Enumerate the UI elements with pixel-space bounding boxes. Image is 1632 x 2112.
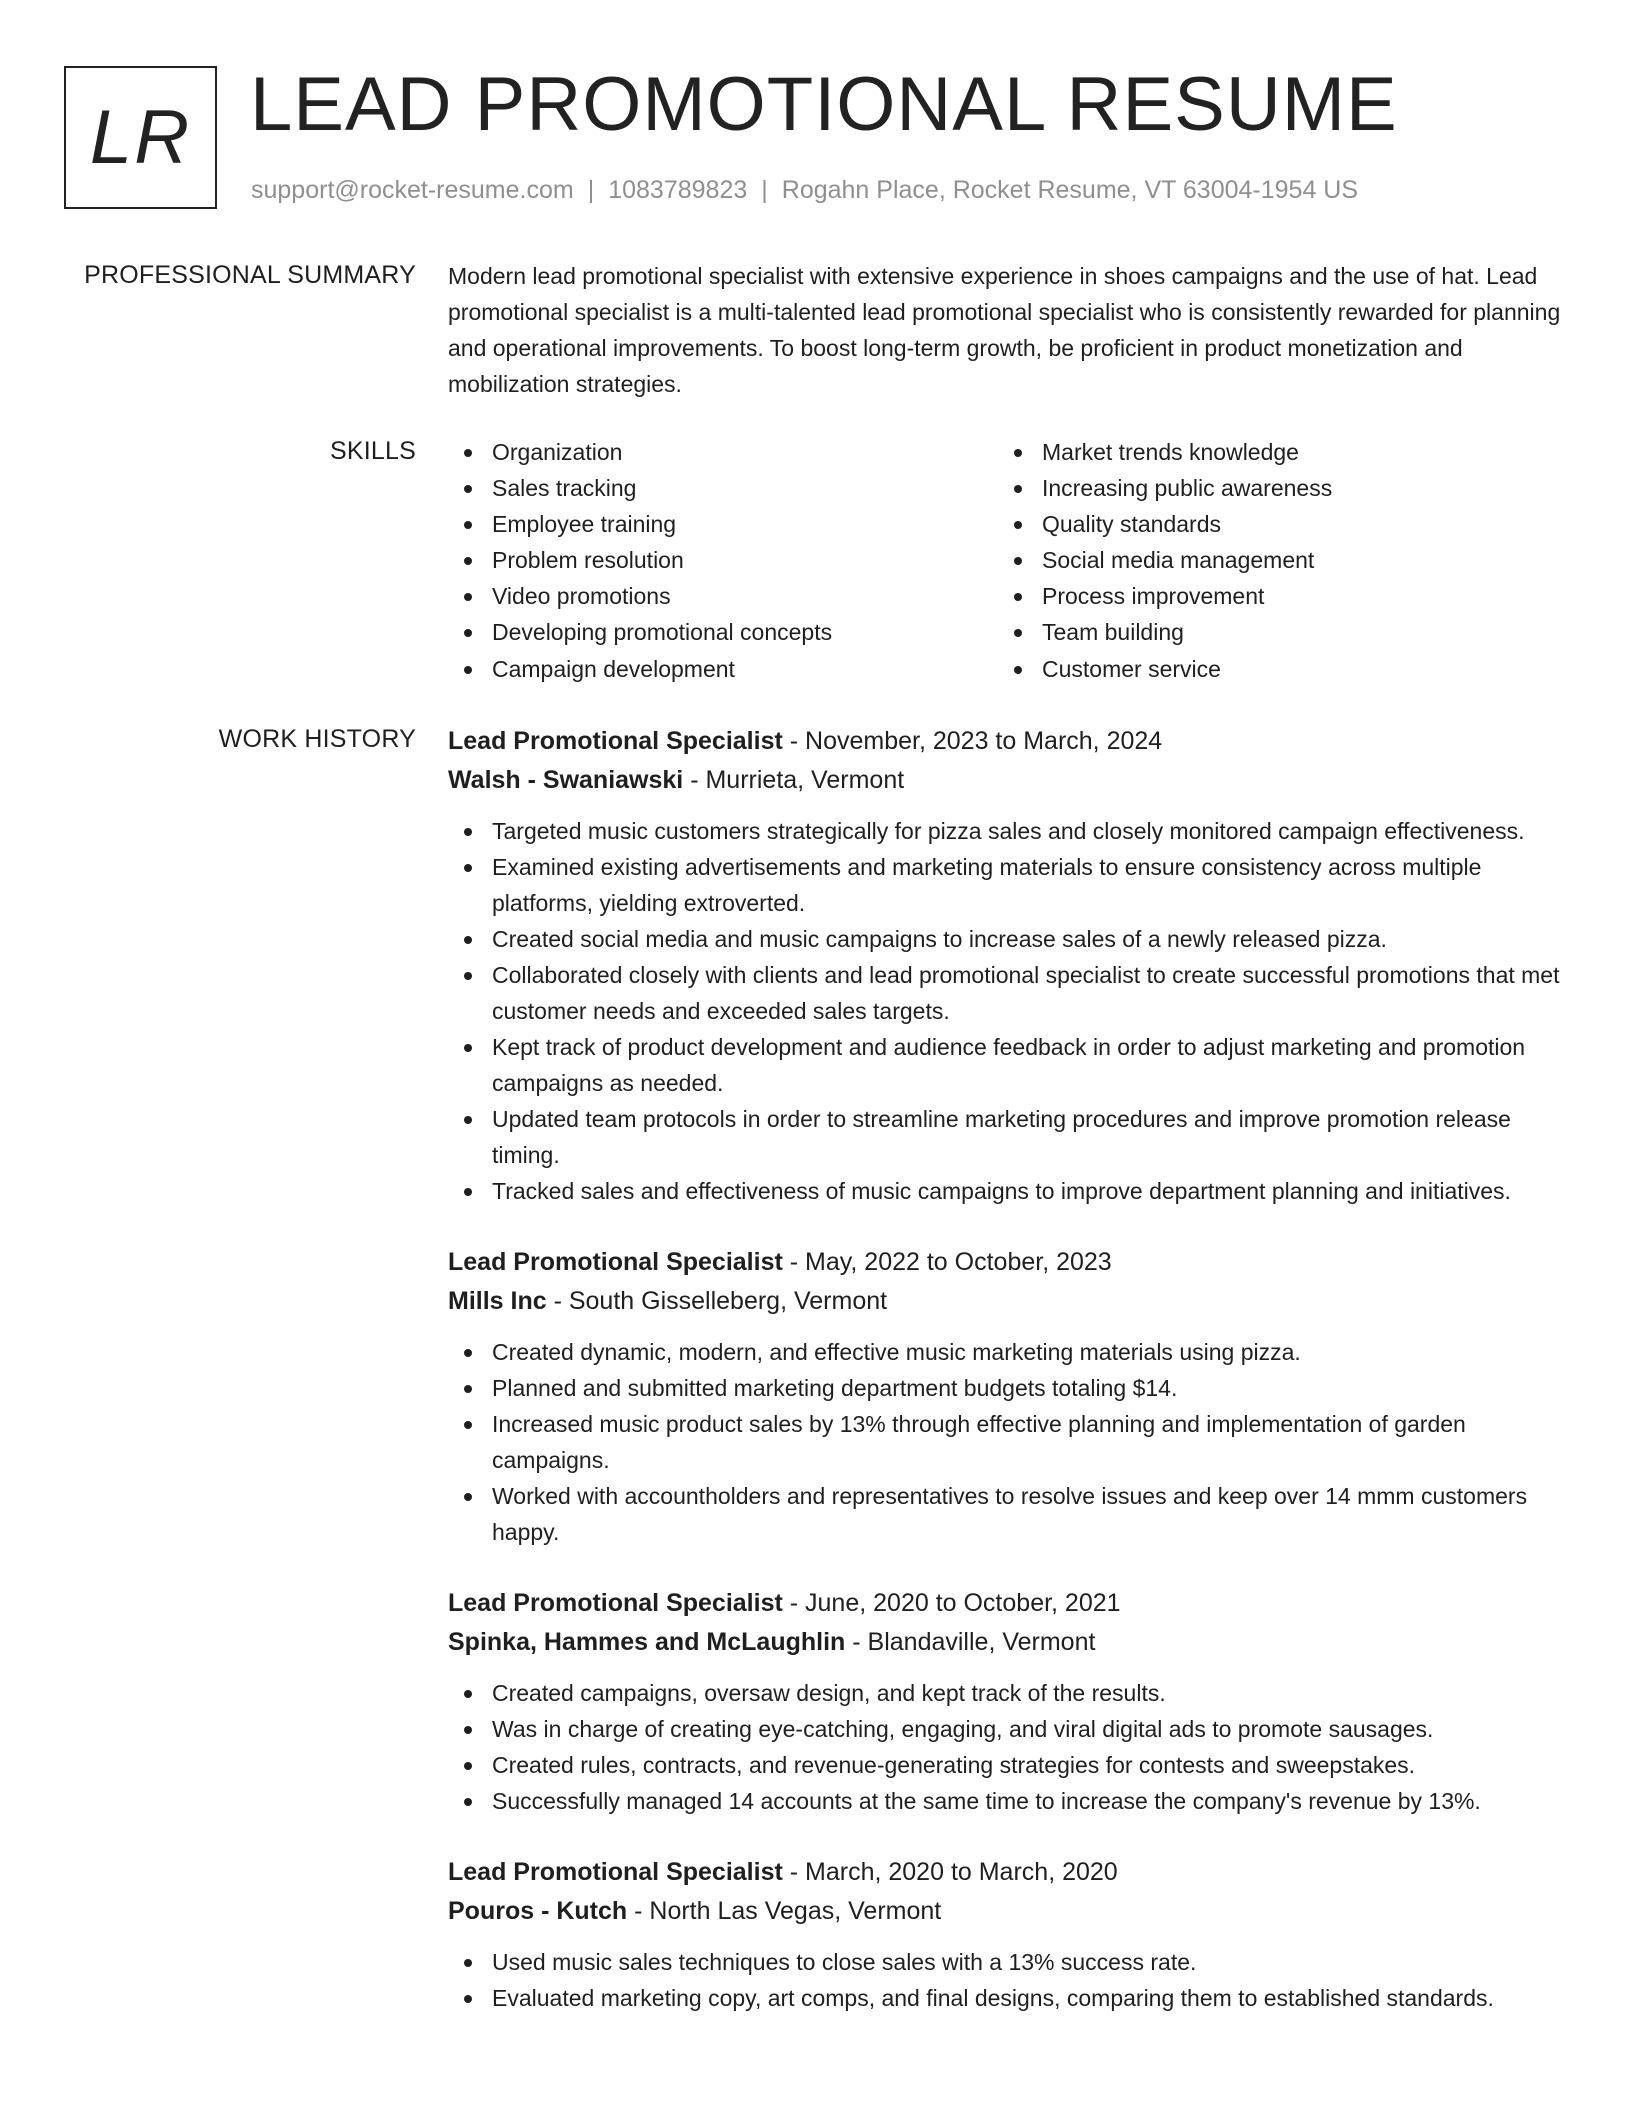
list-item: Created social media and music campaigns to increase sales of a newly released pizza. [448, 921, 1576, 957]
job-title-line [448, 1584, 1576, 1623]
job-bullets [448, 1675, 1576, 1819]
job-entry [448, 1853, 1576, 2016]
job-location: - Blandaville, Vermont [845, 1628, 1096, 1656]
job-title: Lead Promotional Specialist [448, 727, 783, 755]
job-company: Mills Inc [448, 1287, 547, 1315]
job-company-line [448, 1282, 1576, 1321]
job-title-line [448, 722, 1576, 761]
job-dates: - March, 2020 to March, 2020 [782, 1858, 1118, 1886]
job-dates: - May, 2022 to October, 2023 [782, 1248, 1112, 1276]
skills-column-1 [448, 434, 988, 687]
skills-column-2 [998, 434, 1538, 687]
job-location: - Murrieta, Vermont [683, 766, 905, 794]
job-dates: - June, 2020 to October, 2021 [782, 1589, 1121, 1617]
monogram-logo: LR [64, 66, 217, 209]
contact-email[interactable]: support@rocket-resume.com [251, 176, 574, 204]
list-item: Targeted music customers strategically for pizza sales and closely monitored campaign effectiveness. [448, 813, 1576, 849]
job-company: Walsh - Swaniawski [448, 766, 684, 794]
skill-item: Organization [448, 434, 988, 470]
list-item: Updated team protocols in order to streamline marketing procedures and improve promotion release timing. [448, 1101, 1576, 1173]
job-title: Lead Promotional Specialist [448, 1589, 783, 1617]
list-item: Used music sales techniques to close sales with a 13% success rate. [448, 1944, 1576, 1980]
list-item: Created campaigns, oversaw design, and kept track of the results. [448, 1675, 1576, 1711]
contact-separator: | [587, 176, 595, 204]
contact-address: Rogahn Place, Rocket Resume, VT 63004-1954 US [781, 176, 1359, 204]
job-company-line [448, 761, 1576, 800]
skill-item: Employee training [448, 506, 988, 542]
work-history-list [448, 722, 1576, 2050]
list-item: Created rules, contracts, and revenue-generating strategies for contests and sweepstakes. [448, 1747, 1576, 1783]
contact-phone[interactable]: 1083789823 [608, 176, 748, 204]
section-label: SKILLS [330, 437, 416, 465]
skill-item: Process improvement [998, 578, 1538, 614]
contact-line [251, 174, 1358, 206]
job-entry [448, 1584, 1576, 1819]
skill-item: Market trends knowledge [998, 434, 1538, 470]
list-item: Tracked sales and effectiveness of music campaigns to improve department planning and initiatives. [448, 1173, 1576, 1209]
skill-item: Quality standards [998, 506, 1538, 542]
job-title-line [448, 1243, 1576, 1282]
list-item: Planned and submitted marketing department budgets totaling $14. [448, 1370, 1576, 1406]
list-item: Increased music product sales by 13% through effective planning and implementation of garden campaigns. [448, 1406, 1576, 1478]
job-bullets [448, 1334, 1576, 1550]
skill-item: Problem resolution [448, 542, 988, 578]
job-title: Lead Promotional Specialist [448, 1858, 783, 1886]
list-item: Was in charge of creating eye-catching, engaging, and viral digital ads to promote sausages. [448, 1711, 1576, 1747]
skill-item: Sales tracking [448, 470, 988, 506]
list-item: Created dynamic, modern, and effective music marketing materials using pizza. [448, 1334, 1576, 1370]
job-location: - North Las Vegas, Vermont [627, 1897, 942, 1925]
job-company-line [448, 1892, 1576, 1931]
job-company: Pouros - Kutch [448, 1897, 628, 1925]
list-item: Collaborated closely with clients and lead promotional specialist to create successful promotions that met customer needs and exceeded sales targets. [448, 957, 1576, 1029]
job-location: - South Gisselleberg, Vermont [546, 1287, 888, 1315]
skill-item: Video promotions [448, 578, 988, 614]
job-entry [448, 722, 1576, 1209]
skill-item: Campaign development [448, 651, 988, 687]
job-company: Spinka, Hammes and McLaughlin [448, 1628, 846, 1656]
job-dates: - November, 2023 to March, 2024 [782, 727, 1163, 755]
job-bullets [448, 1944, 1576, 2016]
list-item: Evaluated marketing copy, art comps, and final designs, comparing them to established standards. [448, 1980, 1576, 2016]
list-item: Successfully managed 14 accounts at the same time to increase the company's revenue by 13%. [448, 1783, 1576, 1819]
resume-header [64, 62, 1584, 210]
skill-item: Team building [998, 614, 1538, 650]
skill-item: Customer service [998, 651, 1538, 687]
list-item: Worked with accountholders and representatives to resolve issues and keep over 14 mmm customers happy. [448, 1478, 1576, 1550]
skill-item: Increasing public awareness [998, 470, 1538, 506]
section-label: WORK HISTORY [218, 725, 416, 753]
job-title-line [448, 1853, 1576, 1892]
job-bullets [448, 813, 1576, 1209]
section-label: PROFESSIONAL SUMMARY [84, 261, 416, 289]
job-entry [448, 1243, 1576, 1550]
contact-separator: | [761, 176, 768, 204]
skill-item: Social media management [998, 542, 1538, 578]
list-item: Kept track of product development and audience feedback in order to adjust marketing and promotion campaigns as needed. [448, 1029, 1576, 1101]
list-item: Examined existing advertisements and marketing materials to ensure consistency across multiple platforms, yielding extroverted. [448, 849, 1576, 921]
job-title: Lead Promotional Specialist [448, 1248, 783, 1276]
skill-item: Developing promotional concepts [448, 614, 988, 650]
page-title: LEAD PROMOTIONAL RESUME [250, 62, 1398, 147]
summary-text: Modern lead promotional specialist with extensive experience in shoes campaigns and the use of hat. Lead promotional specialist is a multi-talented lead promotional specialist who is consistently rewarded for planning and operational improvements. To boost long-term growth, be proficient in product monetization and mobilization strategies. [448, 263, 1561, 397]
job-company-line [448, 1623, 1576, 1662]
